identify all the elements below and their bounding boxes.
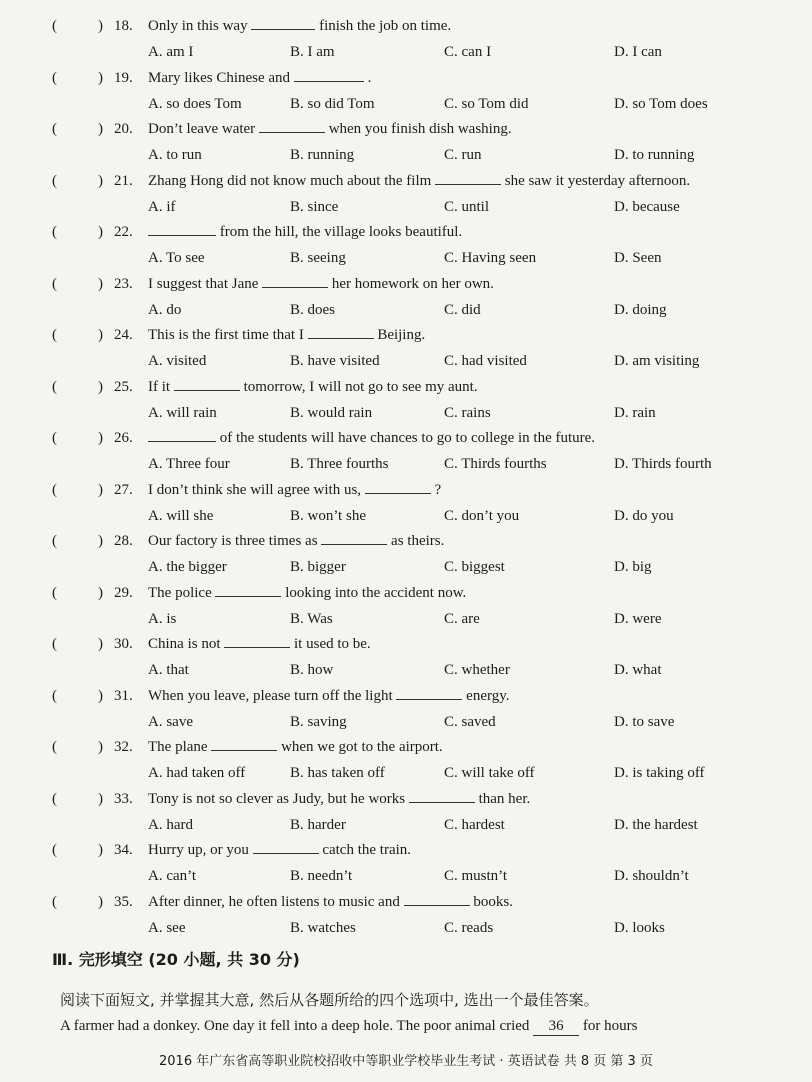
option-d[interactable]: D. so Tom does — [614, 95, 708, 112]
stem-after-blank: books. — [473, 893, 513, 910]
answer-paren-open: ( — [52, 378, 57, 395]
answer-blank[interactable] — [251, 15, 315, 30]
option-a[interactable]: A. so does Tom — [148, 95, 242, 112]
question-item — [0, 272, 812, 324]
question-number: 32. — [114, 739, 133, 755]
question-stem — [148, 426, 595, 450]
question-stem — [148, 220, 462, 244]
question-number: 29. — [114, 584, 133, 601]
option-c[interactable]: C. hardest — [444, 816, 505, 833]
option-a[interactable]: A. visited — [148, 353, 207, 369]
question-stem-line — [0, 632, 812, 656]
question-item — [0, 66, 812, 118]
stem-after-blank: ? — [434, 481, 442, 498]
option-d[interactable]: D. doing — [614, 301, 667, 318]
question-stem — [148, 581, 466, 605]
answer-options — [0, 710, 812, 734]
question-number: 28. — [114, 533, 133, 549]
answer-options — [0, 761, 812, 785]
answer-blank[interactable] — [321, 530, 387, 545]
question-stem — [148, 684, 509, 708]
question-stem-line — [0, 478, 812, 502]
stem-after-blank: catch the train. — [322, 842, 412, 858]
option-b[interactable]: B. so did Tom — [290, 95, 375, 112]
stem-before-blank: Only in this way — [148, 18, 248, 34]
stem-before-blank: The police — [148, 584, 212, 601]
page-footer: 2016 年广东省高等职业院校招收中等职业学校毕业生考试 · 英语试卷 共 8 页 第 3 页 — [159, 1054, 653, 1069]
option-b[interactable]: B. have visited — [290, 353, 380, 369]
stem-after-blank: her homework on her own. — [331, 275, 494, 292]
question-item — [0, 890, 812, 942]
answer-paren-open: ( — [52, 121, 57, 137]
option-a[interactable]: A. had taken off — [148, 765, 246, 781]
option-d[interactable]: D. rain — [614, 404, 656, 421]
answer-paren-open: ( — [52, 893, 57, 910]
answer-paren-close: ) — [98, 327, 103, 343]
question-stem — [148, 66, 371, 90]
stem-after-blank: Beijing. — [377, 327, 426, 343]
question-item — [0, 838, 812, 890]
option-d[interactable]: D. because — [614, 198, 680, 215]
question-number: 20. — [114, 121, 133, 137]
answer-paren-close: ) — [98, 842, 103, 858]
answer-options — [0, 246, 812, 270]
option-a[interactable]: A. do — [148, 301, 182, 318]
option-d[interactable]: D. the hardest — [614, 816, 698, 833]
question-stem — [148, 117, 512, 141]
option-d[interactable]: D. big — [614, 559, 652, 575]
answer-paren-open: ( — [52, 224, 57, 240]
option-c[interactable]: C. saved — [444, 713, 496, 730]
option-b[interactable]: B. bigger — [290, 559, 346, 575]
stem-after-blank: of the students will have chances to go to college in the future. — [219, 430, 596, 446]
option-c[interactable]: C. reads — [444, 919, 494, 936]
question-stem-line — [0, 890, 812, 914]
answer-paren-open: ( — [52, 327, 57, 343]
stem-before-blank: I don’t think she will agree with us, — [148, 481, 362, 498]
option-a[interactable]: A. will rain — [148, 404, 217, 421]
question-item — [0, 375, 812, 427]
option-c[interactable]: C. run — [444, 147, 482, 163]
option-a[interactable]: A. To see — [148, 250, 205, 266]
option-b[interactable]: B. does — [290, 301, 335, 318]
answer-paren-open: ( — [52, 790, 57, 807]
answer-paren-open: ( — [52, 69, 57, 86]
answer-options — [0, 658, 812, 682]
question-stem-line — [0, 375, 812, 399]
question-stem-line — [0, 117, 812, 141]
option-c[interactable]: C. until — [444, 198, 490, 215]
answer-paren-open: ( — [52, 481, 57, 498]
answer-paren-open: ( — [52, 687, 57, 704]
answer-blank[interactable] — [409, 788, 475, 803]
question-item — [0, 478, 812, 530]
answer-paren-close: ) — [98, 378, 103, 395]
passage-blank-number[interactable]: 36 — [533, 1017, 579, 1036]
option-d[interactable]: D. Seen — [614, 250, 662, 266]
stem-before-blank: When you leave, please turn off the light — [148, 687, 393, 704]
option-d[interactable]: D. is taking off — [614, 765, 705, 781]
stem-after-blank: she saw it yesterday afternoon. — [504, 172, 691, 189]
section-instructions: 阅读下面短文, 并掌握其大意, 然后从各题所给的四个选项中, 选出一个最佳答案。 — [60, 991, 599, 1009]
question-stem-line — [0, 323, 812, 347]
stem-before-blank: After dinner, he often listens to music and — [148, 893, 400, 910]
option-d[interactable]: D. do you — [614, 507, 674, 524]
answer-blank[interactable] — [148, 427, 216, 442]
stem-after-blank: looking into the accident now. — [285, 584, 467, 601]
answer-paren-open: ( — [52, 584, 57, 601]
option-b[interactable]: B. since — [290, 198, 339, 215]
option-c[interactable]: C. biggest — [444, 559, 505, 575]
question-stem — [148, 272, 494, 296]
stem-before-blank: Hurry up, or you — [148, 842, 249, 858]
question-item — [0, 735, 812, 787]
answer-paren-close: ) — [98, 275, 103, 292]
answer-blank[interactable] — [365, 479, 431, 494]
stem-after-blank: tomorrow, I will not go to see my aunt. — [243, 378, 478, 395]
option-b[interactable]: B. watches — [290, 919, 356, 936]
option-b[interactable]: B. harder — [290, 816, 346, 833]
answer-paren-close: ) — [98, 893, 103, 910]
option-b[interactable]: B. how — [290, 662, 334, 678]
answer-paren-close: ) — [98, 69, 103, 86]
stem-before-blank: China is not — [148, 636, 221, 652]
answer-options — [0, 143, 812, 167]
option-d[interactable]: D. to save — [614, 713, 675, 730]
option-c[interactable]: C. Having seen — [444, 250, 537, 266]
option-d[interactable]: D. am visiting — [614, 353, 700, 369]
question-number: 30. — [114, 636, 133, 652]
option-a[interactable]: A. see — [148, 919, 186, 936]
option-a[interactable]: A. hard — [148, 816, 193, 833]
option-c[interactable]: C. rains — [444, 404, 491, 421]
option-b[interactable]: B. Was — [290, 610, 333, 627]
option-a[interactable]: A. is — [148, 610, 177, 627]
answer-blank[interactable] — [148, 221, 216, 236]
option-d[interactable]: D. I can — [614, 44, 662, 60]
option-a[interactable]: A. am I — [148, 44, 194, 60]
answer-blank[interactable] — [396, 685, 462, 700]
question-stem-line — [0, 838, 812, 862]
answer-paren-open: ( — [52, 172, 57, 189]
question-stem-line — [0, 66, 812, 90]
option-b[interactable]: B. won’t she — [290, 507, 366, 524]
answer-paren-close: ) — [98, 121, 103, 137]
stem-before-blank: The plane — [148, 739, 208, 755]
answer-blank[interactable] — [294, 67, 364, 82]
question-item — [0, 426, 812, 478]
question-number: 18. — [114, 18, 133, 34]
answer-options — [0, 916, 812, 940]
stem-before-blank: Don’t leave water — [148, 121, 256, 137]
option-d[interactable]: D. Thirds fourth — [614, 456, 712, 472]
stem-before-blank: This is the first time that I — [148, 327, 304, 343]
stem-before-blank: Our factory is three times as — [148, 533, 318, 549]
stem-before-blank: Mary likes Chinese and — [148, 69, 291, 86]
answer-paren-close: ) — [98, 172, 103, 189]
option-a[interactable]: A. will she — [148, 507, 214, 524]
question-item — [0, 14, 812, 66]
question-item — [0, 581, 812, 633]
passage-post: for hours — [582, 1018, 638, 1034]
option-c[interactable]: C. did — [444, 301, 481, 318]
question-item — [0, 632, 812, 684]
question-item — [0, 323, 812, 375]
answer-paren-open: ( — [52, 533, 57, 549]
option-d[interactable]: D. looks — [614, 919, 665, 936]
option-c[interactable]: C. so Tom did — [444, 95, 529, 112]
answer-options — [0, 504, 812, 528]
answer-paren-close: ) — [98, 18, 103, 34]
answer-blank[interactable] — [308, 324, 374, 339]
answer-paren-open: ( — [52, 739, 57, 755]
answer-paren-close: ) — [98, 739, 103, 755]
option-a[interactable]: A. if — [148, 198, 176, 215]
answer-blank[interactable] — [253, 839, 319, 854]
question-stem — [148, 890, 513, 914]
option-a[interactable]: A. can’t — [148, 868, 197, 884]
question-stem — [148, 632, 371, 656]
question-stem — [148, 375, 478, 399]
question-number: 22. — [114, 224, 133, 240]
question-number: 26. — [114, 430, 133, 446]
stem-before-blank: I suggest that Jane — [148, 275, 259, 292]
question-stem-line — [0, 14, 812, 38]
stem-after-blank: as theirs. — [391, 533, 445, 549]
stem-after-blank: . — [367, 69, 372, 86]
answer-blank[interactable] — [211, 736, 277, 751]
answer-paren-close: ) — [98, 584, 103, 601]
stem-after-blank: finish the job on time. — [319, 18, 452, 34]
question-item — [0, 787, 812, 839]
option-b[interactable]: B. I am — [290, 44, 335, 60]
question-stem — [148, 14, 451, 38]
answer-blank[interactable] — [404, 891, 470, 906]
answer-paren-open: ( — [52, 430, 57, 446]
option-b[interactable]: B. running — [290, 147, 355, 163]
question-number: 35. — [114, 893, 133, 910]
stem-before-blank: Zhang Hong did not know much about the film — [148, 172, 432, 189]
option-c[interactable]: C. will take off — [444, 765, 535, 781]
question-stem-line — [0, 426, 812, 450]
stem-after-blank: energy. — [466, 687, 510, 704]
option-c[interactable]: C. Thirds fourths — [444, 456, 547, 472]
question-item — [0, 529, 812, 581]
answer-blank[interactable] — [262, 273, 328, 288]
question-stem-line — [0, 220, 812, 244]
option-b[interactable]: B. needn’t — [290, 868, 353, 884]
passage-pre: A farmer had a donkey. One day it fell into a deep hole. The poor animal cried — [60, 1018, 530, 1034]
question-stem-line — [0, 581, 812, 605]
section-title: Ⅲ. 完形填空 (20 小题, 共 30 分) — [52, 950, 300, 969]
answer-options — [0, 555, 812, 579]
answer-options — [0, 92, 812, 116]
question-stem — [148, 478, 441, 502]
question-stem — [148, 529, 444, 553]
option-c[interactable]: C. mustn’t — [444, 868, 508, 884]
option-d[interactable]: D. shouldn’t — [614, 868, 689, 884]
question-stem — [148, 323, 425, 347]
stem-before-blank: If it — [148, 378, 171, 395]
answer-options — [0, 452, 812, 476]
question-stem — [148, 838, 411, 862]
stem-after-blank: it used to be. — [294, 636, 371, 652]
answer-blank[interactable] — [174, 376, 240, 391]
stem-after-blank: from the hill, the village looks beautiful. — [219, 224, 463, 240]
answer-blank[interactable] — [259, 118, 325, 133]
answer-blank[interactable] — [224, 633, 290, 648]
stem-before-blank: Tony is not so clever as Judy, but he works — [148, 790, 406, 807]
option-d[interactable]: D. to running — [614, 147, 695, 163]
option-d[interactable]: D. were — [614, 610, 662, 627]
answer-paren-open: ( — [52, 842, 57, 858]
question-number: 24. — [114, 327, 133, 343]
question-item — [0, 220, 812, 272]
option-d[interactable]: D. what — [614, 662, 662, 678]
question-item — [0, 169, 812, 221]
answer-paren-open: ( — [52, 636, 57, 652]
question-number: 23. — [114, 275, 133, 292]
option-c[interactable]: C. are — [444, 610, 480, 627]
question-stem-line — [0, 684, 812, 708]
answer-paren-open: ( — [52, 275, 57, 292]
question-number: 25. — [114, 378, 133, 395]
question-stem — [148, 735, 443, 759]
question-number: 31. — [114, 687, 133, 704]
option-a[interactable]: A. Three four — [148, 456, 230, 472]
stem-after-blank: than her. — [478, 790, 531, 807]
option-c[interactable]: C. whether — [444, 662, 510, 678]
answer-paren-close: ) — [98, 430, 103, 446]
answer-options — [0, 40, 812, 64]
answer-options — [0, 401, 812, 425]
question-stem-line — [0, 787, 812, 811]
answer-paren-open: ( — [52, 18, 57, 34]
question-number: 27. — [114, 481, 133, 498]
question-stem — [148, 787, 530, 811]
option-a[interactable]: A. save — [148, 713, 193, 730]
option-c[interactable]: C. don’t you — [444, 507, 520, 524]
question-item — [0, 117, 812, 169]
question-stem-line — [0, 529, 812, 553]
option-b[interactable]: B. Three fourths — [290, 456, 389, 472]
answer-blank[interactable] — [215, 582, 281, 597]
question-item — [0, 684, 812, 736]
option-c[interactable]: C. had visited — [444, 353, 527, 369]
question-number: 19. — [114, 69, 133, 86]
passage-text — [60, 1014, 638, 1038]
option-b[interactable]: B. saving — [290, 713, 347, 730]
option-a[interactable]: A. to run — [148, 147, 202, 163]
question-stem-line — [0, 272, 812, 296]
answer-paren-close: ) — [98, 224, 103, 240]
stem-after-blank: when you finish dish washing. — [328, 121, 512, 137]
answer-blank[interactable] — [435, 170, 501, 185]
answer-paren-close: ) — [98, 687, 103, 704]
question-stem-line — [0, 169, 812, 193]
question-stem-line — [0, 735, 812, 759]
stem-after-blank: when we got to the airport. — [281, 739, 443, 755]
option-b[interactable]: B. seeing — [290, 250, 346, 266]
answer-paren-close: ) — [98, 790, 103, 807]
answer-options — [0, 864, 812, 888]
answer-paren-close: ) — [98, 636, 103, 652]
question-number: 34. — [114, 842, 133, 858]
answer-options — [0, 349, 812, 373]
answer-paren-close: ) — [98, 481, 103, 498]
question-number: 21. — [114, 172, 133, 189]
answer-options — [0, 195, 812, 219]
option-a[interactable]: A. that — [148, 662, 189, 678]
option-a[interactable]: A. the bigger — [148, 559, 227, 575]
answer-options — [0, 607, 812, 631]
question-stem — [148, 169, 690, 193]
answer-paren-close: ) — [98, 533, 103, 549]
question-number: 33. — [114, 790, 133, 807]
option-c[interactable]: C. can I — [444, 44, 492, 60]
option-b[interactable]: B. has taken off — [290, 765, 385, 781]
answer-options — [0, 813, 812, 837]
answer-options — [0, 298, 812, 322]
option-b[interactable]: B. would rain — [290, 404, 373, 421]
